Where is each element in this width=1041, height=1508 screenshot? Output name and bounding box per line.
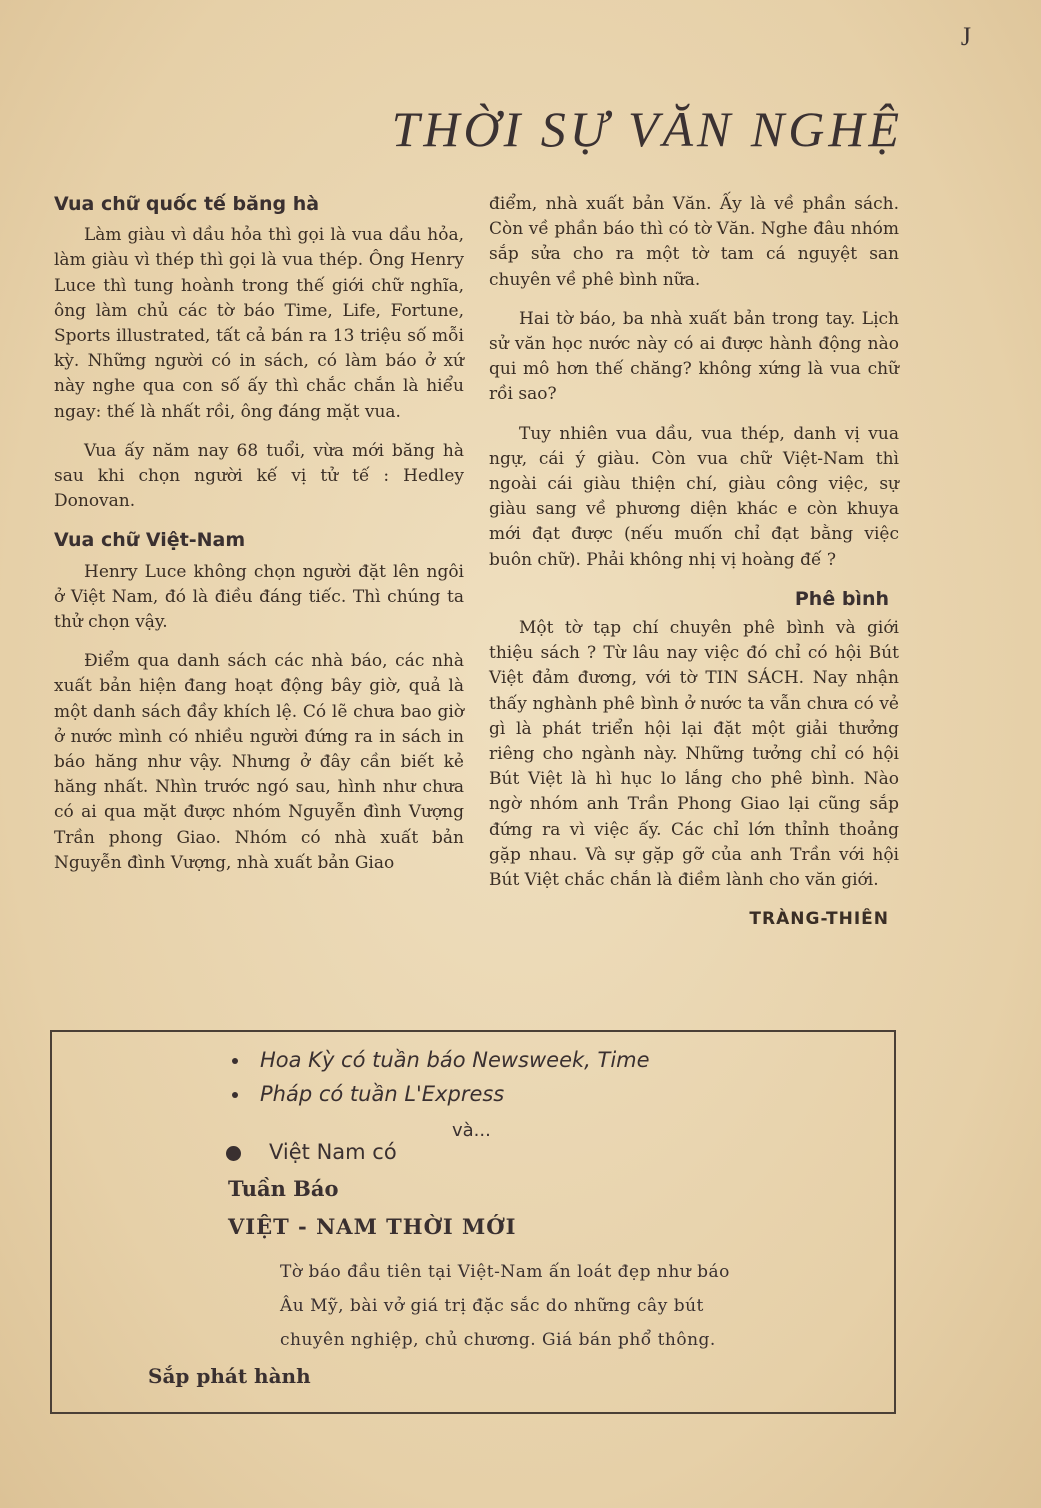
heading-international-king: Vua chữ quốc tế băng hà (54, 193, 320, 215)
ad-text: Hoa Kỳ có tuần báo Newsweek, Time (260, 1048, 650, 1072)
ad-publication-type: Tuần Báo (228, 1176, 339, 1201)
ad-line-and: và... (452, 1120, 491, 1141)
paragraph: Henry Luce không chọn người đặt lên ngôi ở Việt Nam, đó là điều đáng tiếc. Thì chúng ta thử chọn vậy. (54, 561, 464, 633)
author-signature: TRÀNG-THIÊN (749, 909, 889, 930)
ad-text: Pháp có tuần L'Express (260, 1082, 505, 1106)
ad-release-note: Sắp phát hành (148, 1364, 311, 1388)
ad-description-line: chuyên nghiệp, chủ chương. Giá bán phổ thông. (280, 1330, 716, 1350)
ad-publication-name: VIỆT - NAM THỜI MỚI (228, 1214, 517, 1239)
paragraph: Làm giàu vì dầu hỏa thì gọi là vua dầu hỏa, làm giàu vì thép thì gọi là vua thép. Ông Henry Luce thì tung hoành trong thế giới chữ nghĩa, ông làm chủ các tờ báo Time, Life, Fortune, Sports illustrated, tất cả bán ra 13 triệu số mỗi kỳ. Những người có in sách, có làm báo ở xứ này nghe qua con số ấy thì chắc chắn là hiểu ngay: thế là nhất rồi, ông đáng mặt vua. (54, 225, 464, 422)
left-column (54, 192, 464, 890)
ad-line-france (232, 1082, 504, 1106)
ad-description-line: Tờ báo đầu tiên tại Việt-Nam ấn loát đẹp như báo (280, 1262, 730, 1282)
paragraph: Điểm qua danh sách các nhà báo, các nhà xuất bản hiện đang hoạt động bây giờ, quả là một danh sách đầy khích lệ. Có lẽ chưa bao giờ ở nước mình có nhiều người đứng ra in sách in báo hăng như vậy. Nhưng ở đây cần biết kẻ hăng nhất. Nhìn trước ngó sau, hình như chưa có ai qua mặt được nhóm Nguyễn đình Vượng Trần phong Giao. Nhóm có nhà xuất bản Nguyễn đình Vượng, nhà xuất bản Giao (54, 651, 464, 873)
paragraph: Một tờ tạp chí chuyên phê bình và giới thiệu sách ? Từ lâu nay việc đó chỉ có hội Bút Việt đảm đương, với tờ TIN SÁCH. Nay nhận thấy nghành phê bình ở nước ta vẫn chưa có vẻ gì là phát triển hội lại đặt một giải thưởng riêng cho ngành này. Những tưởng chỉ có hội Bút Việt là hì hục lo lắng cho phê bình. Nào ngờ nhóm anh Trần Phong Giao lại cũng sắp đứng ra vì việc ấy. Các chỉ lớn thỉnh thoảng gặp nhau. Và sự gặp gỡ của anh Trần với hội Bút Việt chắc chắn là điềm lành cho văn giới. (489, 618, 899, 891)
heading-criticism: Phê bình (794, 587, 889, 610)
heading-vietnam-king: Vua chữ Việt-Nam (54, 529, 246, 552)
page-title: THỜI SỰ VĂN NGHỆ (391, 101, 903, 157)
ad-line-usa (232, 1048, 650, 1072)
paragraph: Hai tờ báo, ba nhà xuất bản trong tay. Lịch sử văn học nước này có ai được hành động nào qui mô hơn thế chăng? không xứng là vua chữ rồi sao? (489, 308, 899, 405)
paragraph: Tuy nhiên vua dầu, vua thép, danh vị vua ngự, cái ý giàu. Còn vua chữ Việt-Nam thì ngoài cái giàu thiện chí, giàu công việc, sự giàu sang về phương diện khác e còn khuya mới đạt được (nếu muốn chỉ đạt bằng việc buôn chữ). Phải không nhị vị hoàng đế ? (489, 423, 899, 570)
ad-text: Việt Nam có (269, 1140, 397, 1164)
paragraph: điểm, nhà xuất bản Văn. Ấy là về phần sách. Còn về phần báo thì có tờ Văn. Nghe đâu nhóm sắp sửa cho ra một tờ tam cá nguyệt san chuyên về phê bình nữa. (489, 194, 899, 290)
ad-line-vietnam (226, 1140, 397, 1164)
bullet-icon (226, 1146, 241, 1161)
paragraph: Vua ấy năm nay 68 tuổi, vừa mới băng hà sau khi chọn người kế vị tử tế : Hedley Donovan. (54, 440, 464, 512)
bullet-icon (232, 1092, 238, 1098)
right-column (489, 192, 899, 932)
bullet-icon (232, 1058, 238, 1064)
page-corner-mark: J (960, 22, 971, 51)
ad-description-line: Âu Mỹ, bài vở giá trị đặc sắc do những cây bút (280, 1296, 704, 1316)
